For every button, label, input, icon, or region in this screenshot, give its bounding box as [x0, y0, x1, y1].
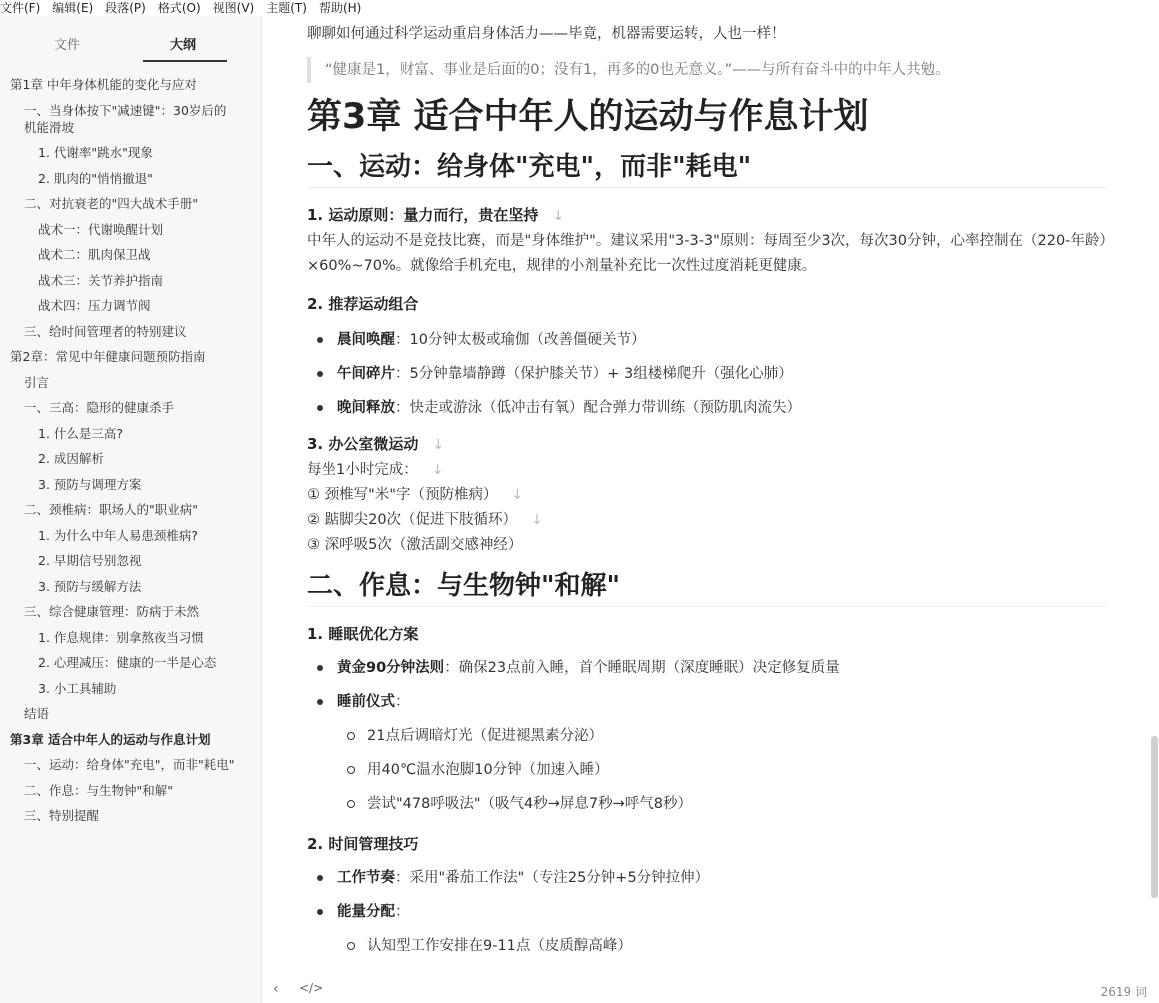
outline-item[interactable]: 三、综合健康管理：防病于未然 — [24, 604, 200, 619]
energy-sublist — [307, 929, 1107, 963]
outline-item[interactable]: 二、对抗衰老的"四大战术手册" — [24, 196, 198, 211]
outline-item[interactable]: 2. 早期信号别忽视 — [38, 553, 142, 568]
subheading-sleep: 1. 睡眠优化方案 — [307, 625, 419, 643]
outline-item[interactable]: 一、三高：隐形的健康杀手 — [24, 400, 175, 415]
subheading-office: 3. 办公室微运动 ↓ — [307, 435, 445, 453]
outline-item[interactable]: 2. 成因解析 — [38, 451, 104, 466]
outline-item[interactable]: 结语 — [24, 706, 50, 721]
outline-item[interactable]: 第2章：常见中年健康问题预防指南 — [10, 349, 206, 364]
outline-item[interactable]: 战术三：关节养护指南 — [38, 272, 164, 288]
outline-list — [0, 76, 262, 833]
tab-files[interactable]: 文件 — [54, 38, 81, 53]
ritual-sublist — [307, 719, 1107, 821]
outline-item[interactable]: 3. 预防与调理方案 — [38, 476, 142, 492]
outline-item[interactable]: 1. 作息规律：别拿熬夜当习惯 — [38, 629, 204, 645]
menu-format[interactable]: 格式(O) — [157, 1, 201, 15]
menu-bar — [0, 0, 1159, 16]
list-item: 晨间唤醒：10分钟太极或瑜伽（改善僵硬关节） — [307, 323, 1107, 357]
outline-item[interactable]: 一、当身体按下"减速键"：30岁后的机能滑坡 — [24, 102, 227, 135]
menu-file[interactable]: 文件(F) — [0, 1, 41, 15]
outline-item[interactable]: 1. 为什么中年人易患颈椎病? — [38, 527, 199, 543]
sidebar-tabs — [0, 16, 261, 64]
outline-item[interactable]: 战术一：代谢唤醒计划 — [38, 221, 164, 237]
list-item: 午间碎片：5分钟靠墙静蹲（保护膝关节）+ 3组楼梯爬升（强化心肺） — [307, 357, 1107, 391]
chevron-left-icon[interactable]: ‹ — [273, 981, 279, 997]
section-heading-rest: 二、作息：与生物钟"和解" — [307, 568, 1107, 607]
outline-item[interactable]: 3. 预防与缓解方法 — [38, 578, 142, 594]
time-list — [307, 861, 1107, 929]
micro-item: ③ 深呼吸5次（激活副交感神经） — [307, 537, 523, 553]
menu-edit[interactable]: 编辑(E) — [52, 1, 94, 15]
principle-paragraph: 中年人的运动不是竞技比赛，而是"身体维护"。建议采用"3-3-3"原则：每周至少3次，每次30分钟，心率控制在（220-年龄）×60%~70%。就像给手机充电，规律的小剂量补充比一次性过度消耗更健康。 — [307, 233, 1107, 274]
active-tab-indicator — [143, 60, 227, 62]
outline-item[interactable]: 一、运动：给身体"充电"，而非"耗电" — [24, 757, 235, 772]
combo-list — [307, 323, 1107, 425]
outline-item[interactable]: 战术四：压力调节阀 — [38, 298, 151, 313]
menu-view[interactable]: 视图(V) — [212, 1, 255, 15]
blockquote: “健康是1，财富、事业是后面的0；没有1，再多的0也无意义。”——与所有奋斗中的中年人共勉。 — [307, 57, 1107, 83]
outline-item[interactable]: 战术二：肌肉保卫战 — [38, 247, 151, 262]
outline-item[interactable]: 3. 小工具辅助 — [38, 680, 117, 696]
list-item: 能量分配： — [307, 895, 1107, 929]
outline-item[interactable]: 三、特别提醒 — [24, 808, 100, 823]
micro-item: ① 颈椎写"米"字（预防椎病） ↓ — [307, 487, 524, 503]
subheading-principle — [307, 204, 1107, 227]
outline-item[interactable]: 2. 心理减压：健康的一半是心态 — [38, 655, 217, 670]
sidebar — [0, 16, 262, 1003]
sub-list-item: 21点后调暗灯光（促进褪黑素分泌） — [307, 719, 1107, 753]
chapter-heading: 第3章 适合中年人的运动与作息计划 — [307, 97, 869, 137]
intro-paragraph: 聊聊如何通过科学运动重启身体活力——毕竟，机器需要运转，人也一样！ — [307, 26, 786, 42]
sub-list-item: 尝试"478呼吸法"（吸气4秒→屏息7秒→呼气8秒） — [307, 787, 1107, 821]
outline-item[interactable]: 第3章 适合中年人的运动与作息计划 — [10, 731, 211, 747]
outline-item[interactable]: 第1章 中年身体机能的变化与应对 — [10, 77, 197, 92]
word-count: 2619 词 — [1100, 985, 1147, 999]
vertical-scrollbar[interactable] — [1151, 736, 1158, 898]
micro-lead: 每坐1小时完成： ↓ — [307, 462, 444, 478]
down-arrow-icon: ↓ — [511, 487, 524, 503]
down-arrow-icon: ↓ — [432, 437, 445, 453]
sub-list-item: 用40℃温水泡脚10分钟（加速入睡） — [307, 753, 1107, 787]
document-content — [307, 16, 1107, 963]
outline-item[interactable]: 1. 代谢率"跳水"现象 — [38, 145, 153, 160]
menu-theme[interactable]: 主题(T) — [266, 1, 307, 15]
code-icon[interactable]: </> — [299, 981, 324, 995]
list-item: 工作节奏：采用"番茄工作法"（专注25分钟+5分钟拉伸） — [307, 861, 1107, 895]
outline-item[interactable]: 2. 肌肉的"悄悄撤退" — [38, 170, 153, 186]
tab-outline[interactable]: 大纲 — [170, 38, 197, 53]
list-item: 黄金90分钟法则：确保23点前入睡，首个睡眠周期（深度睡眠）决定修复质量 — [307, 651, 1107, 685]
outline-item[interactable]: 引言 — [24, 374, 50, 390]
outline-item[interactable]: 二、颈椎病：职场人的"职业病" — [24, 502, 198, 517]
status-bar — [263, 973, 1159, 1003]
outline-item[interactable]: 二、作息：与生物钟"和解" — [24, 782, 173, 798]
editor-area[interactable] — [263, 16, 1159, 973]
list-item: 晚间释放：快走或游泳（低冲击有氧）配合弹力带训练（预防肌肉流失） — [307, 391, 1107, 425]
down-arrow-icon: ↓ — [552, 208, 565, 224]
down-arrow-icon: ↓ — [431, 462, 444, 478]
down-arrow-icon: ↓ — [531, 512, 543, 528]
outline-item[interactable]: 三、给时间管理者的特别建议 — [24, 323, 187, 339]
subheading-combo: 2. 推荐运动组合 — [307, 295, 419, 313]
menu-help[interactable]: 帮助(H) — [318, 1, 362, 15]
section-heading-exercise: 一、运动：给身体"充电"，而非"耗电" — [307, 149, 1107, 188]
micro-item: ② 踮脚尖20次（促进下肢循环） ↓ — [307, 512, 543, 528]
outline-item[interactable]: 1. 什么是三高? — [38, 425, 124, 441]
menu-paragraph[interactable]: 段落(P) — [105, 1, 146, 15]
sub-list-item: 认知型工作安排在9-11点（皮质醇高峰） — [307, 929, 1107, 963]
subheading-text: 1. 运动原则：量力而行，贵在坚持 — [307, 206, 539, 224]
list-item: 睡前仪式： — [307, 685, 1107, 719]
sleep-list — [307, 651, 1107, 719]
subheading-time: 2. 时间管理技巧 — [307, 835, 419, 853]
